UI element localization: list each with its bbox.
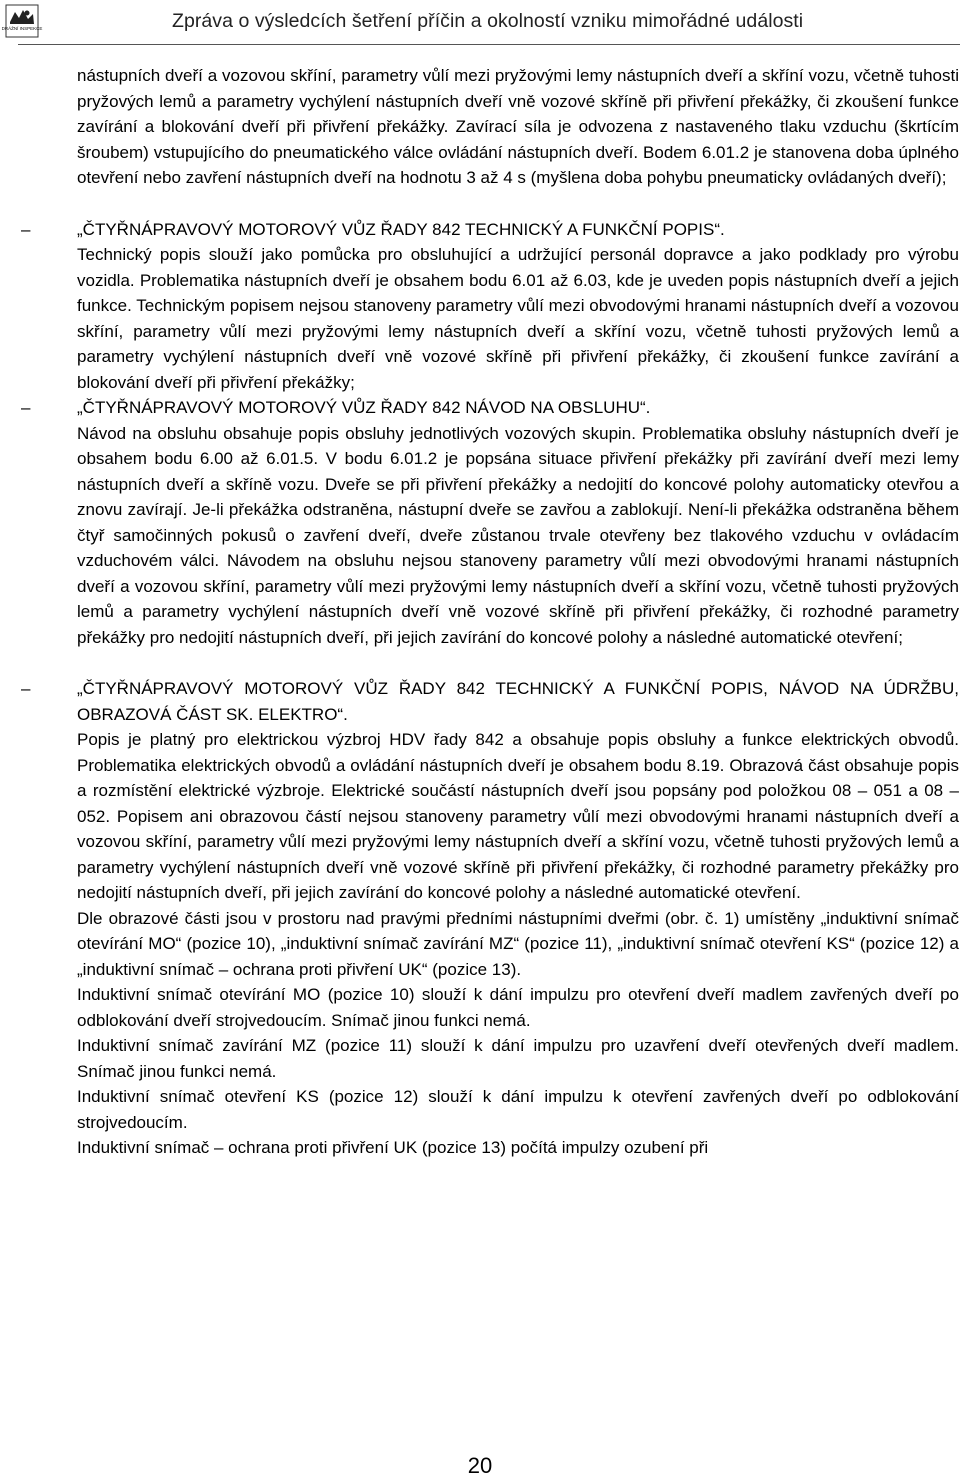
list-item-body: Návod na obsluhu obsahuje popis obsluhy jednotlivých vozových skupin. Problematika obsluhy nástupních dveří je obsahem bodu 6.00 až 6.01.5. V bodu 6.01.2 je popsána situace přivření překážky při zavírání dveří mezi lemy nástupních dveří a skříně vozu. Dveře se při přivření překážky a nedojití do koncové polohy automaticky otevřou a znovu zavírají. Je-li překážka odstraněna, nástupní dveře se zavřou a zablokují. Není-li překážka odstraněna během čtyř samočinných pokusů o zavření dveří, dveře zůstanou trvale otevřeny bez tlakového vzduchu v ovládacím vzduchovém válci. Návodem na obsluhu nejsou stanoveny parametry vůlí mezi obvodovými hranami nástupních dveří a vozovou skříní, parametry vůlí mezi pryžovými lemy nástupních dveří a skříní vozu, včetně tuhosti pryžových lemů a parametry vychýlení nástupních dveří vně vozové skříně při přivření překážky, či rozhodné parametry překážky pro nedojití nástupních dveří, při jejich zavírání do koncové polohy a následné automatické otevření; xyxy=(77,423,959,647)
list-item-body: Technický popis slouží jako pomůcka pro obsluhující a udržující personál dopravce a jako podklady pro výrobu vozidla. Problematika nástupních dveří je obsahem bodu 6.01 až 6.03, kde je uveden popis nástupních dveří a jejich funkce. Technickým popisem nejsou stanoveny parametry vůlí mezi obvodovými hranami nástupních dveří a vozovou skříní, parametry vůlí mezi pryžovými lemy nástupních dveří a skříní vozu, včetně tuhosti pryžových lemů a parametry vychýlení nástupních dveří vně vozové skříně při přivření překážky, či zkoušení funkce zavírání a blokování dveří při přivření překážky; xyxy=(77,245,959,392)
list-item-paragraph: Dle obrazové části jsou v prostoru nad pravými předními nástupními dveřmi (obr. č. 1) umístěny „induktivní snímač otevírání MO“ (pozice 10), „induktivní snímač zavírání MZ“ (pozice 11), „induktivní snímač otevření KS“ (pozice 12) a „induktivní snímač – ochrana proti přivření UK“ (pozice 13). xyxy=(77,908,959,979)
list-item-paragraph: Induktivní snímač – ochrana proti přivření UK (pozice 13) počítá impulzy ozubení při xyxy=(77,1138,709,1157)
list-item-paragraph: Induktivní snímač otevření KS (pozice 12) slouží k dání impulzu k otevření zavřených dveří po odblokování strojvedoucím. xyxy=(77,1087,959,1132)
list-item-technical-description xyxy=(21,217,959,396)
list-dash: – xyxy=(21,398,31,417)
drazni-inspekce-logo xyxy=(1,4,43,38)
list-item-title: „ČTYŘNÁPRAVOVÝ MOTOROVÝ VŮZ ŘADY 842 TECHNICKÝ A FUNKČNÍ POPIS, NÁVOD NA ÚDRŽBU, OBRAZOVÁ ČÁST SK. ELEKTRO“. xyxy=(77,679,959,724)
page-header xyxy=(0,0,960,52)
list-dash: – xyxy=(21,679,31,698)
header-divider xyxy=(18,44,960,45)
intro-paragraph: nástupních dveří a vozovou skříní, parametry vůlí mezi pryžovými lemy nástupních dveří a skříní vozu, včetně tuhosti pryžových lemů a parametry vychýlení nástupních dveří vně vozové skříně při přivření překážky, či zkoušení funkce zavírání a blokování dveří při přivření překážky. Zavírací síla je odvozena z nastaveného tlaku vzduchu (škrtícím šroubem) vstupujícího do pneumatického válce ovládání nástupních dveří. Bodem 6.01.2 je stanovena doba úplného otevření nebo zavření nástupních dveří na hodnotu 3 až 4 s (myšlena doba pohybu pneumaticky ovládaných dveří); xyxy=(77,66,959,187)
list-item-title: „ČTYŘNÁPRAVOVÝ MOTOROVÝ VŮZ ŘADY 842 NÁVOD NA OBSLUHU“. xyxy=(77,398,651,417)
list-item-paragraph: Popis je platný pro elektrickou výzbroj HDV řady 842 a obsahuje popis obsluhy a funkce elektrických obvodů. Problematika elektrických obvodů a ovládání nástupních dveří je obsahem bodu 8.19. Obrazová část obsahuje popis a rozmístění elektrické výzbroje. Elektrické součástí nástupních dveří jsou popsány pod položkou 08 – 051 a 08 – 052. Popisem ani obrazovou částí nejsou stanoveny parametry vůlí mezi obvodovými hranami nástupních dveří a vozovou skříní, parametry vůlí mezi pryžovými lemy nástupních dveří a skříní vozu, včetně tuhosti pryžových lemů a parametry vychýlení nástupních dveří vně vozové skříně při přivření překážky, či rozhodné parametry překážky pro nedojití nástupních dveří, při jejich zavírání do koncové polohy a následné automatické otevření. xyxy=(77,730,959,902)
list-item-paragraph: Induktivní snímač otevírání MO (pozice 10) slouží k dání impulzu pro otevření dveří madlem zavřených dveří po odblokování dveří strojvedoucím. Snímač jinou funkci nemá. xyxy=(77,985,959,1030)
list-item-title: „ČTYŘNÁPRAVOVÝ MOTOROVÝ VŮZ ŘADY 842 TECHNICKÝ A FUNKČNÍ POPIS“. xyxy=(77,219,725,239)
svg-text:DRÁŽNÍ INSPEKCE: DRÁŽNÍ INSPEKCE xyxy=(1,26,43,31)
list-item-operating-manual xyxy=(21,395,959,650)
page-number: 20 xyxy=(467,1453,493,1478)
list-item-paragraph: Induktivní snímač zavírání MZ (pozice 11) slouží k dání impulzu pro uzavření dveří otevřených dveří madlem. Snímač jinou funkci nemá. xyxy=(77,1036,959,1081)
document-body xyxy=(21,63,959,1161)
header-title: Zpráva o výsledcích šetření příčin a okolností vzniku mimořádné události xyxy=(172,10,804,32)
list-item-electro-description xyxy=(21,676,959,1161)
list-dash: – xyxy=(21,219,31,239)
